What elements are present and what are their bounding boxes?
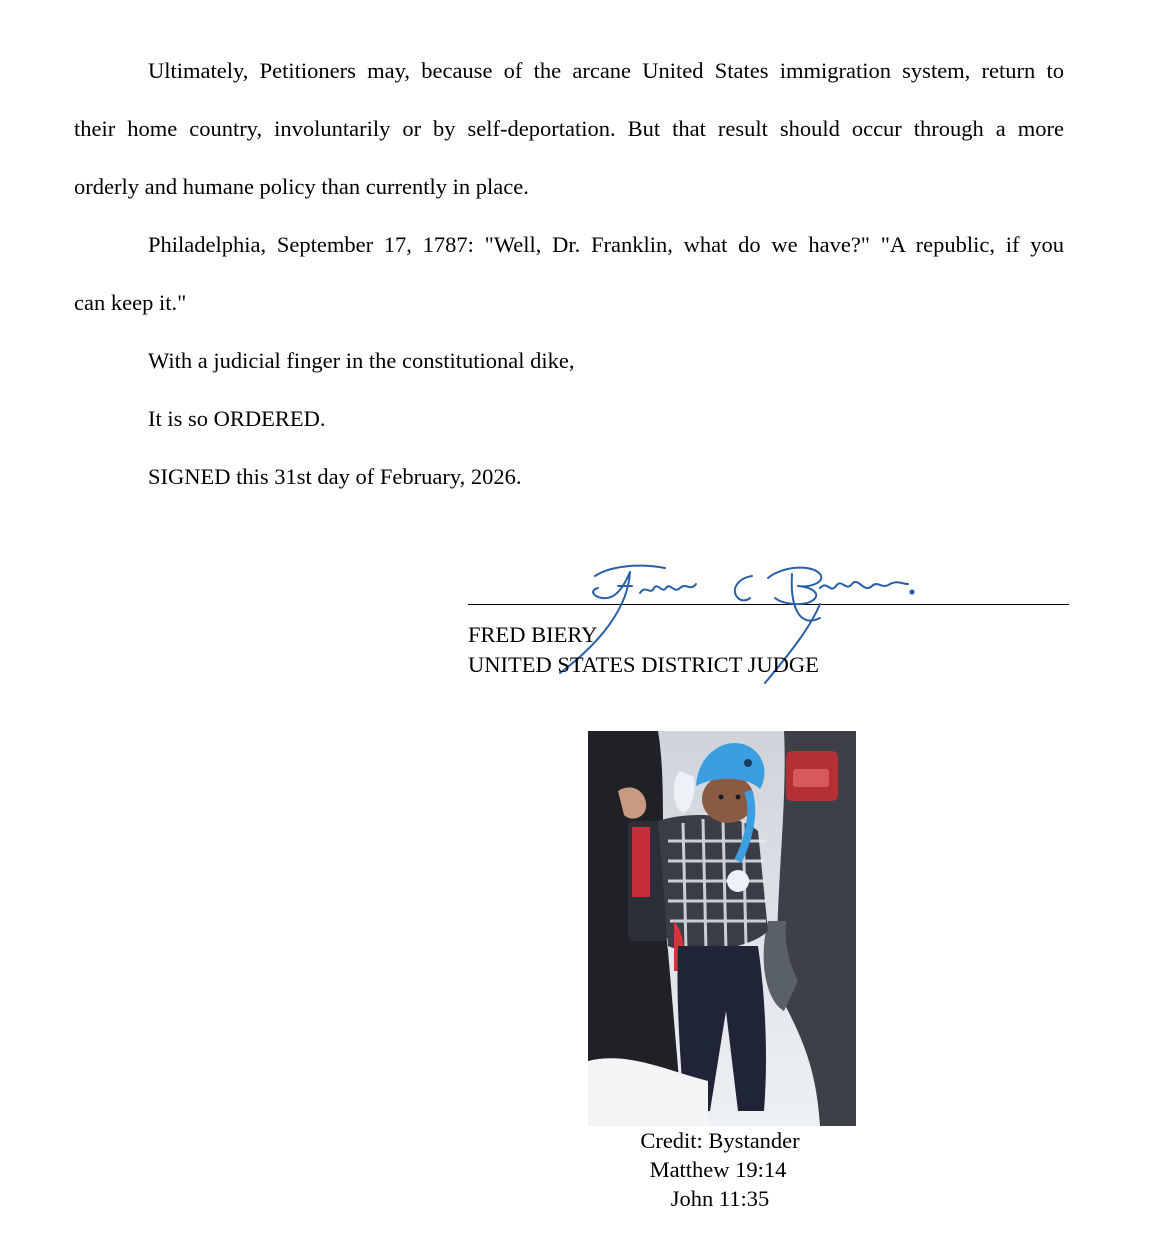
- judge-name: FRED BIERY: [468, 622, 598, 647]
- paragraph2-line2: can keep it.": [74, 290, 187, 315]
- finger-line: With a judicial finger in the constitutional dike,: [148, 348, 575, 373]
- signed-line: SIGNED this 31st day of February, 2026.: [148, 464, 522, 489]
- photo-credit: Credit: Bystander: [640, 1128, 800, 1153]
- paragraph1-line1: Ultimately, Petitioners may, because of the arcane United States immigration system, return to: [148, 58, 1064, 83]
- paragraph1-line2: their home country, involuntarily or by self-deportation. But that result should occur through a more: [74, 116, 1064, 141]
- judge-title: UNITED STATES DISTRICT JUDGE: [468, 652, 819, 677]
- ordered-line: It is so ORDERED.: [148, 406, 326, 431]
- photo-verse-john: John 11:35: [670, 1186, 770, 1211]
- paragraph2-line1: Philadelphia, September 17, 1787: "Well, Dr. Franklin, what do we have?" "A republic, if you: [148, 232, 1064, 257]
- child-photo: [588, 731, 856, 1126]
- paragraph1-line3: orderly and humane policy than currently in place.: [74, 174, 529, 199]
- photo-verse-matthew: Matthew 19:14: [649, 1157, 787, 1182]
